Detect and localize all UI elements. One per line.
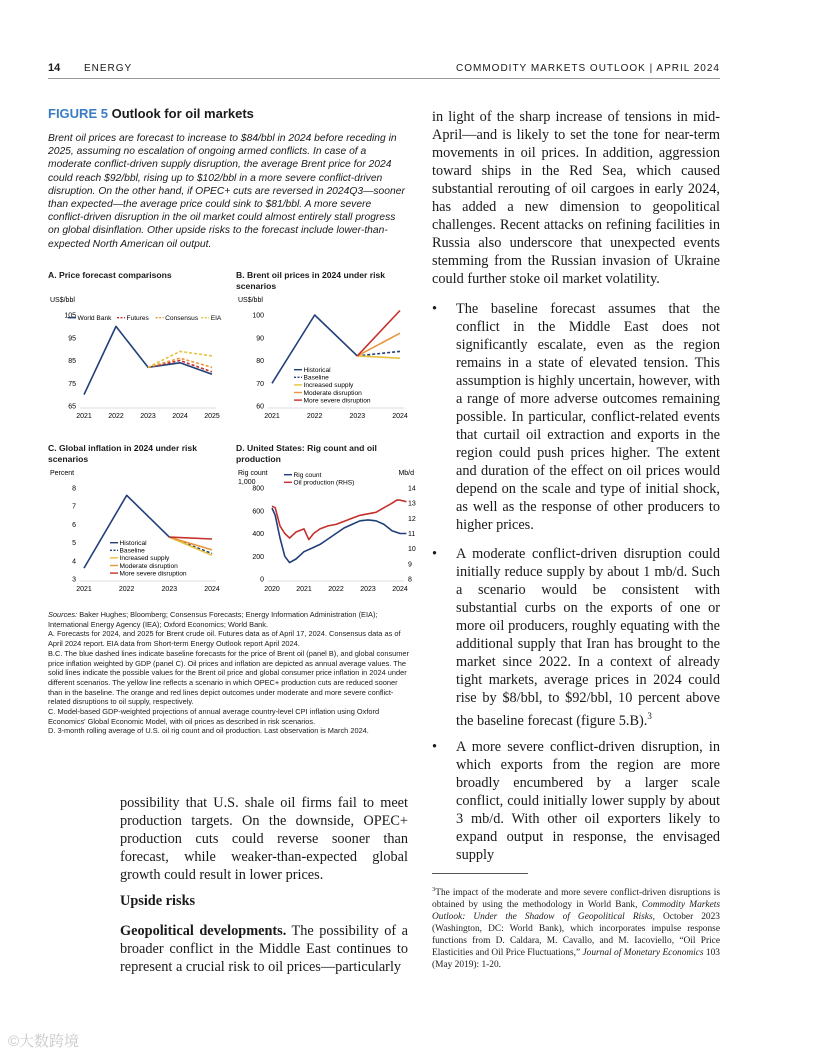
chart-a-ytick-label: 85 bbox=[68, 358, 76, 365]
chart-d-xtick-label: 2023 bbox=[360, 586, 376, 593]
footnote-text-3: 103 (May 2019): 1-20. bbox=[432, 948, 720, 971]
chart-c-ytick-label: 5 bbox=[72, 540, 76, 548]
chart-a bbox=[48, 293, 228, 425]
footnote-italic-1: Commodity Markets Outlook: Under the Shadow of Geopolitical Risks, bbox=[432, 900, 720, 923]
chart-d-ytick-label: 600 bbox=[252, 508, 264, 516]
page-number: 14 bbox=[48, 62, 61, 74]
header-rule bbox=[48, 78, 720, 79]
section-name: ENERGY bbox=[84, 63, 133, 74]
chart-c-ytick-label: 7 bbox=[72, 503, 76, 511]
chart-d-xtick-label: 2020 bbox=[264, 586, 280, 593]
chart-d-legend-label: Rig count bbox=[293, 472, 322, 479]
bullet-icon: • bbox=[432, 301, 438, 317]
left-paragraph: possibility that U.S. shale oil firms fail to meet production targets. On the downside, OPEC+ production cuts could reverse sooner than forecast, while weaker-than-expected global growth could result in lower prices. bbox=[120, 795, 408, 883]
geopolitical-paragraph bbox=[120, 922, 408, 976]
panel-c-title: C. Global inflation in 2024 under risk scenarios bbox=[48, 443, 197, 464]
chart-c-legend-label: More severe disruption bbox=[119, 570, 187, 578]
chart-c-xtick-label: 2023 bbox=[161, 586, 178, 593]
chart-a-series-world-bank bbox=[84, 326, 212, 394]
chart-d-ylabel-right: Mb/d bbox=[398, 470, 414, 477]
chart-b-ytick-label: 80 bbox=[256, 358, 264, 365]
footnote-text-2: October 2023 (Washington, DC: World Bank), which incorporates impulse response functions from D. Caldara, M. Cavallo, and M. Iacoviello, “Oil Price Elasticities and Oil Price Fluctuations,” bbox=[432, 912, 720, 959]
bullet-moderate-text bbox=[456, 545, 720, 730]
chart-d-xtick-label: 2022 bbox=[328, 586, 344, 593]
chart-d-ytick-right-label: 11 bbox=[408, 531, 416, 538]
bullet-icon: • bbox=[432, 739, 438, 755]
chart-d-ytick-right-label: 9 bbox=[408, 561, 412, 569]
chart-b-series-more-severe-disruption bbox=[357, 311, 400, 356]
chart-b-legend-label: More severe disruption bbox=[303, 397, 371, 405]
bullet-baseline-text: The baseline forecast assumes that the conflict in the Middle East does not significantly escalate, even as the region remains in a state of elevated tension. This assumption is highly uncertain, however, with a range of more adverse outcomes remaining possible. In particular, conflict-related events that curtail oil extraction and exports in the region could push prices higher. The extent and duration of the effect on oil prices would depend on the scale and type of initial shock, as well as the response of other producers to higher prices. bbox=[456, 301, 720, 533]
sources-label: Sources: bbox=[48, 610, 78, 619]
note-a: A. Forecasts for 2024, and 2025 for Brent crude oil. Futures data as of April 17, 2024. Consensus data as of April 2024 report. EIA data from Short-term Energy Outlook report April 2024. bbox=[48, 629, 401, 649]
chart-c-ytick-label: 3 bbox=[72, 576, 76, 584]
figure-title bbox=[48, 106, 254, 121]
chart-d-ylabel-extra: 1,000 bbox=[238, 479, 256, 486]
footnote-ref: 3 bbox=[647, 711, 652, 721]
chart-c-legend-label: Moderate disruption bbox=[119, 562, 178, 570]
chart-d-ytick-label: 200 bbox=[252, 553, 264, 561]
chart-c-xtick-label: 2024 bbox=[204, 586, 220, 593]
chart-b-ytick-label: 60 bbox=[256, 403, 264, 411]
sources-text: Baker Hughes; Bloomberg; Consensus Forecasts; Energy Information Administration (EIA); International Energy Agency (IEA); Oxford Economics; World Bank. bbox=[48, 610, 378, 629]
chart-c-legend-label: Historical bbox=[119, 540, 147, 547]
chart-d-ytick-right-label: 10 bbox=[408, 546, 416, 554]
chart-d-ytick-label: 400 bbox=[252, 531, 264, 538]
chart-c bbox=[48, 466, 228, 598]
figure-label: FIGURE 5 bbox=[48, 106, 108, 121]
footnote-italic-2: Journal of Monetary Economics bbox=[582, 948, 704, 959]
note-c: C. Model-based GDP-weighted projections of annual average country-level CPI inflation using Oxford Economics' Global Economic Model, with oil prices as described in risk scenarios. bbox=[48, 707, 380, 726]
chart-d-ytick-label: 800 bbox=[252, 485, 264, 493]
chart-c-legend-label: Baseline bbox=[119, 547, 145, 555]
chart-d-ytick-right-label: 8 bbox=[408, 576, 412, 584]
figure-description: Brent oil prices are forecast to increase to $84/bbl in 2024 before receding in 2025, assuming no escalation of ongoing armed conflicts. In case of a moderate conflict-driven supply disruption, the average Brent price for 2024 could reach $92/bbl, rising up to $102/bbl in a more severe conflict-driven disruption. On the other hand, if OPEC+ cuts are reversed in 2024Q3—sooner than expected—the average price could sink to $81/bbl. A more severe conflict-driven disruption in the oil market could almost entirely stall progress on global disinflation. Other upside risks to the forecast include lower-than-expected North American oil output. bbox=[48, 133, 405, 250]
chart-d-legend-label: Oil production (RHS) bbox=[293, 479, 355, 487]
chart-b-ytick-label: 90 bbox=[256, 335, 264, 343]
bullet-icon: • bbox=[432, 546, 438, 562]
chart-b-legend-label: Moderate disruption bbox=[303, 389, 362, 397]
chart-b-ylabel: US$/bbl bbox=[238, 297, 263, 304]
note-d: D. 3-month rolling average of U.S. oil rig count and oil production. Last observation is March 2024. bbox=[48, 726, 369, 736]
upside-risks-heading: Upside risks bbox=[120, 893, 196, 909]
chart-a-xtick-label: 2022 bbox=[108, 413, 124, 420]
chart-c-legend-label: Increased supply bbox=[119, 555, 170, 563]
chart-d-xtick-label: 2021 bbox=[296, 586, 312, 593]
chart-c-ytick-label: 8 bbox=[72, 485, 76, 493]
chart-d-ytick-label: 0 bbox=[260, 576, 264, 584]
chart-d-xtick-label: 2024 bbox=[392, 586, 408, 593]
chart-a-ylabel: US$/bbl bbox=[50, 297, 75, 304]
right-intro-paragraph: in light of the sharp increase of tensions in mid-April—and is likely to set the tone for near-term movements in oil prices. In addition, aggression toward ships in the Red Sea, which caused substantial rerouting of oil cargoes in early 2024, has added a new dimension to geopolitical challenges. Recent attacks on refining facilities in Russia also underscore that unexpected events stemming from the Russian invasion of Ukraine could further stoke oil market volatility. bbox=[432, 109, 720, 287]
chart-b-series-increased-supply bbox=[357, 356, 400, 358]
chart-b bbox=[236, 293, 416, 425]
footnote-rule bbox=[432, 873, 528, 874]
chart-d-ytick-right-label: 12 bbox=[408, 515, 416, 523]
chart-b-legend-label: Increased supply bbox=[303, 382, 354, 390]
chart-a-legend-label: EIA bbox=[210, 315, 222, 322]
chart-a-xtick-label: 2024 bbox=[172, 413, 188, 420]
footnote bbox=[432, 884, 720, 971]
chart-b-xtick-label: 2024 bbox=[392, 413, 408, 420]
watermark: ©大数跨境 bbox=[8, 1033, 80, 1050]
chart-b-ytick-label: 100 bbox=[252, 312, 264, 320]
chart-a-xtick-label: 2025 bbox=[204, 413, 220, 420]
panel-d-title: D. United States: Rig count and oil production bbox=[236, 443, 377, 464]
notes-sources bbox=[48, 610, 410, 629]
chart-a-ytick-label: 95 bbox=[68, 335, 76, 343]
chart-c-ylabel: Percent bbox=[50, 470, 75, 477]
figure-notes bbox=[48, 610, 410, 736]
chart-d-ytick-right-label: 13 bbox=[408, 500, 416, 508]
chart-d-ylabel: Rig count bbox=[238, 470, 268, 477]
panel-b-title: B. Brent oil prices in 2024 under risk scenarios bbox=[236, 270, 386, 291]
publication-title: COMMODITY MARKETS OUTLOOK | APRIL 2024 bbox=[456, 63, 720, 74]
bullet-moderate-body: A moderate conflict-driven disruption could initially reduce supply by about 1 mb/d. Such a scenario would be consistent with substantial curbs on the exports of one or more oil producers, roughly equating with the additional supply that Iran has brought to the market since 2022. In a context of already tight markets, average prices in 2024 could rise by $8/bbl, to $92/bbl, 10 percent above the baseline forecast (figure 5.B). bbox=[456, 546, 720, 729]
panel-a-title: A. Price forecast comparisons bbox=[48, 270, 172, 280]
chart-a-xtick-label: 2021 bbox=[76, 413, 92, 420]
chart-b-xtick-label: 2022 bbox=[306, 413, 323, 420]
chart-b-ytick-label: 70 bbox=[256, 380, 264, 388]
chart-b-legend-label: Baseline bbox=[303, 374, 329, 382]
chart-a-ytick-label: 105 bbox=[64, 312, 76, 320]
chart-c-xtick-label: 2022 bbox=[118, 586, 135, 593]
chart-c-ytick-label: 6 bbox=[72, 521, 76, 529]
chart-a-ytick-label: 65 bbox=[68, 403, 76, 411]
chart-a-legend-label: World Bank bbox=[77, 315, 112, 322]
chart-c-xtick-label: 2021 bbox=[76, 586, 92, 593]
chart-a-ytick-label: 75 bbox=[68, 380, 76, 388]
footnote-text-1: The impact of the moderate and more severe conflict-driven disruptions is obtained by using the methodology in World Bank, bbox=[432, 888, 720, 911]
geo-text: The possibility of a broader conflict in the Middle East continues to represent a crucial risk to oil prices—particularly bbox=[120, 923, 409, 975]
figure-title-text: Outlook for oil markets bbox=[111, 106, 254, 121]
chart-b-xtick-label: 2023 bbox=[349, 413, 366, 420]
chart-b-xtick-label: 2021 bbox=[264, 413, 280, 420]
chart-a-xtick-label: 2023 bbox=[140, 413, 156, 420]
bullet-severe-text: A more severe conflict-driven disruption, in which exports from the region are more broadly encumbered by a larger scale conflict, could initially lower supply by about 3 mb/d. With other oil exporters likely to expand output in response, the envisaged supply bbox=[456, 739, 720, 863]
chart-b-legend-label: Historical bbox=[303, 367, 331, 374]
chart-d-series-oil-production-rhs- bbox=[272, 500, 406, 539]
chart-d bbox=[236, 466, 416, 598]
chart-c-ytick-label: 4 bbox=[72, 558, 76, 566]
chart-d-ytick-right-label: 14 bbox=[408, 485, 416, 493]
chart-a-legend-label: Consensus bbox=[165, 315, 199, 322]
note-bc: B.C. The blue dashed lines indicate baseline forecasts for the price of Brent oil (panel B), and global consumer price inflation weighted by GDP (panel C). Oil prices and inflation are depicted as annual average values. The solid lines indicate the possible values for the Brent oil price and global consumer price inflation in 2024 under different scenarios. The yellow line reflects a scenario in which OPEC+ production cuts are reduced sooner than in the baseline. The orange and red lines depict outcomes under moderate and more severe conflict-related disruptions to oil supply, respectively. bbox=[48, 648, 409, 707]
geo-bold-lead: Geopolitical developments. bbox=[120, 923, 287, 939]
chart-a-legend-label: Futures bbox=[126, 315, 149, 322]
footnote-number: 3 bbox=[432, 886, 436, 893]
